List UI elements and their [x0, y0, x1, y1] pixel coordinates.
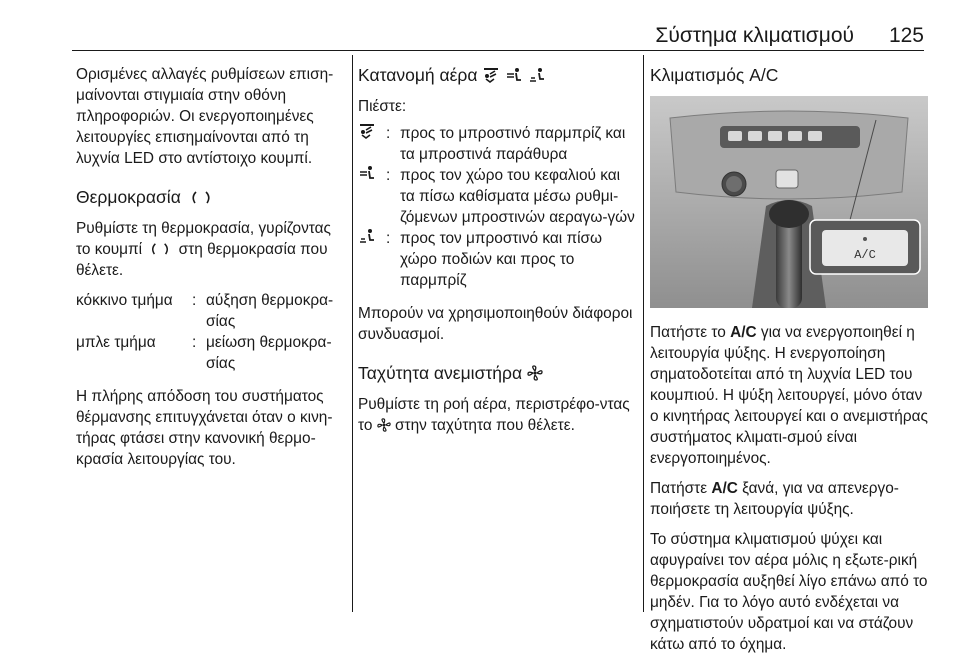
ac-console-photo	[650, 96, 928, 308]
fan-speed-paragraph: Ρυθμίστε τη ροή αέρα, περιστρέφο-ντας το στην ταχύτητα που θέλετε.	[358, 396, 630, 434]
column-middle	[358, 64, 638, 445]
outro-paragraph: Η πλήρης απόδοση του συστήματος θέρμανσης επιτυγχάνεται όταν ο κινη-τήρας φτάσει στην κανονική θερμο-κρασία λειτουργίας του.	[76, 388, 333, 468]
air-distribution-item: : προς τον χώρο του κεφαλιού και τα πίσω καθίσματα μέσω ρυθμι-ζόμενων μπροστινών αεραγω-γών	[358, 165, 638, 228]
ac-heading: Κλιματισμός A/C	[650, 65, 779, 85]
definition-list	[76, 290, 344, 374]
ac-paragraph-2: Πατήστε A/C ξανά, για να απενεργο-ποιήσετε τη λειτουργία ψύξης.	[650, 480, 899, 518]
ac-paragraph-3: Το σύστημα κλιματισμού ψύχει και αφυγραίνει τον αέρα μόλις η εξωτε-ρική θερμοκρασία αυξηθεί λίγο επάνω από το μηδέν. Για το λόγο αυτό ενδέχεται να σχηματιστούν υδρατμοί και να στάζουν κάτω από το όχημα.	[650, 531, 928, 653]
footwell-air-icon	[358, 228, 376, 244]
page-header	[0, 0, 960, 56]
definition-row: κόκκινο τμήμα : αύξηση θερμοκρα-σίας	[76, 292, 334, 330]
fan-icon	[527, 365, 543, 381]
temperature-paragraph: Ρυθμίστε τη θερμοκρασία, γυρίζοντας το κουμπί στη θερμοκρασία που θέλετε.	[76, 220, 331, 279]
footwell-air-icon	[528, 67, 546, 83]
air-distribution-item: : προς τον μπροστινό και πίσω χώρο ποδιών και προς το παρμπρίζ	[358, 228, 638, 291]
temperature-heading: Θερμοκρασία	[76, 186, 344, 208]
intro-paragraph: Ορισμένες αλλαγές ρυθμίσεων επιση-μαίνονται στιγμιαία στην οθόνη πληροφοριών. Οι ενεργοποιημένες λειτουργίες επισημαίνονται από τη λυχνία LED στο αντίστοιχο κουμπί.	[76, 66, 334, 167]
column-divider	[352, 55, 353, 612]
windscreen-air-icon	[482, 67, 500, 83]
air-distribution-heading: Κατανομή αέρα	[358, 64, 638, 86]
page-number: 125	[888, 24, 924, 47]
head-vent-air-icon	[505, 67, 523, 83]
header-rule	[72, 50, 924, 51]
definition-row: μπλε τμήμα : μείωση θερμοκρα-σίας	[76, 334, 332, 372]
air-distribution-list	[358, 123, 638, 291]
temperature-knob-icon	[146, 241, 174, 256]
ac-button-label: A/C	[854, 248, 876, 262]
column-right	[650, 64, 928, 664]
windscreen-air-icon	[358, 123, 376, 139]
column-left	[76, 64, 344, 479]
combinations-paragraph: Μπορούν να χρησιμοποιηθούν διάφοροι συνδυασμοί.	[358, 305, 633, 343]
press-label: Πιέστε:	[358, 98, 407, 115]
air-distribution-item: : προς το μπροστινό παρμπρίζ και τα μπροστινά παράθυρα	[358, 123, 638, 165]
ac-paragraph-1: Πατήστε το A/C για να ενεργοποιηθεί η λειτουργία ψύξης. Η ενεργοποίηση σηματοδοτείται από τη λυχνία LED του κουμπιού. Η ψύξη λειτουργεί, μόνο όταν ο κινητήρας λειτουργεί και ο ανεμιστήρας συστήματος κλιματι-σμού είναι ενεργοποιημένος.	[650, 324, 928, 467]
head-vent-air-icon	[358, 165, 376, 181]
temperature-knob-icon	[186, 189, 216, 205]
fan-icon	[377, 418, 391, 432]
ac-button-reference: A/C	[711, 480, 738, 497]
fan-speed-heading: Ταχύτητα ανεμιστήρα	[358, 362, 638, 384]
column-divider	[643, 55, 644, 612]
page-title: Σύστημα κλιματισμού	[655, 24, 854, 47]
ac-button-reference: A/C	[730, 324, 757, 341]
